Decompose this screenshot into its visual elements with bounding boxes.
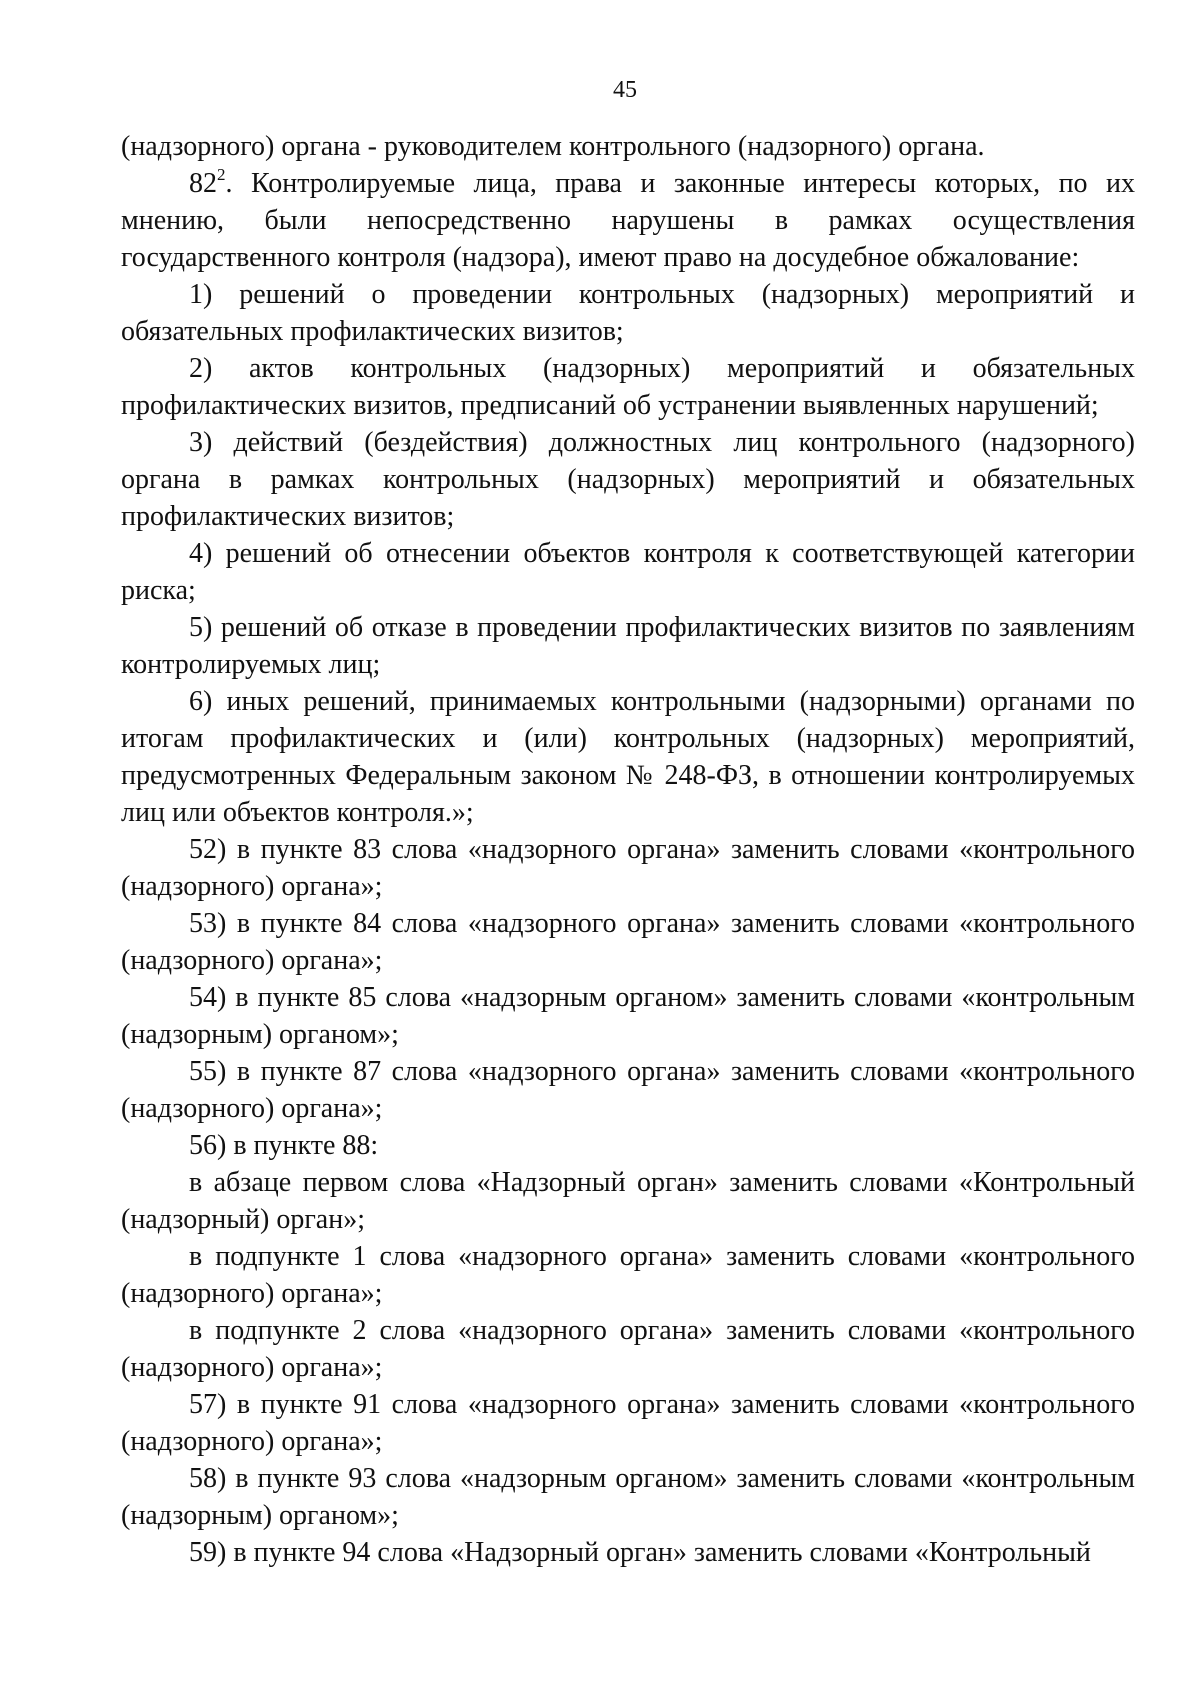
paragraph-item-59: 59) в пункте 94 слова «Надзорный орган» заменить словами «Контрольный bbox=[189, 1537, 1091, 1568]
paragraph-item-54: 54) в пункте 85 слова «надзорным органом» заменить словами «контрольным (надзорным) органом»; bbox=[121, 982, 1135, 1050]
paragraph-subitem-6: 6) иных решений, принимаемых контрольными (надзорными) органами по итогам профилактических и (или) контрольных (надзорных) мероприятий, предусмотренных Федеральным законом № 248-ФЗ, в отношении контролируемых лиц или объектов контроля.»; bbox=[121, 686, 1135, 828]
page-number: 45 bbox=[613, 77, 637, 103]
paragraph-subitem-4: 4) решений об отнесении объектов контроля к соответствующей категории риска; bbox=[121, 538, 1135, 606]
paragraph-item-57: 57) в пункте 91 слова «надзорного органа» заменить словами «контрольного (надзорного) органа»; bbox=[121, 1389, 1135, 1457]
paragraph-item-58: 58) в пункте 93 слова «надзорным органом» заменить словами «контрольным (надзорным) органом»; bbox=[121, 1463, 1135, 1531]
paragraph-item-53: 53) в пункте 84 слова «надзорного органа» заменить словами «контрольного (надзорного) органа»; bbox=[121, 908, 1135, 976]
paragraph-item-56-first-abzac: в абзаце первом слова «Надзорный орган» заменить словами «Контрольный (надзорный) орган»; bbox=[121, 1167, 1135, 1235]
item-text: . Контролируемые лица, права и законные интересы которых, по их мнению, были непосредственно нарушены в рамках осуществления государственного контроля (надзора), имеют право на досудебное обжалование: bbox=[121, 168, 1135, 273]
paragraph-continuation: (надзорного) органа - руководителем контрольного (надзорного) органа. bbox=[121, 131, 985, 162]
paragraph-item-55: 55) в пункте 87 слова «надзорного органа» заменить словами «контрольного (надзорного) органа»; bbox=[121, 1056, 1135, 1124]
item-number: 82 bbox=[189, 168, 217, 199]
paragraph-item-56-subitem-1: в подпункте 1 слова «надзорного органа» заменить словами «контрольного (надзорного) органа»; bbox=[121, 1241, 1135, 1309]
item-superscript: 2 bbox=[217, 164, 226, 184]
paragraph-item-56: 56) в пункте 88: bbox=[189, 1130, 379, 1161]
paragraph-subitem-1: 1) решений о проведении контрольных (надзорных) мероприятий и обязательных профилактических визитов; bbox=[121, 279, 1135, 347]
paragraph-subitem-5: 5) решений об отказе в проведении профилактических визитов по заявлениям контролируемых лиц; bbox=[121, 612, 1135, 680]
paragraph-item-82-2 bbox=[121, 165, 1135, 276]
paragraph-item-52: 52) в пункте 83 слова «надзорного органа» заменить словами «контрольного (надзорного) органа»; bbox=[121, 834, 1135, 902]
paragraph-subitem-2: 2) актов контрольных (надзорных) мероприятий и обязательных профилактических визитов, предписаний об устранении выявленных нарушений; bbox=[121, 353, 1135, 421]
document-body bbox=[121, 128, 1135, 1571]
paragraph-subitem-3: 3) действий (бездействия) должностных лиц контрольного (надзорного) органа в рамках контрольных (надзорных) мероприятий и обязательных профилактических визитов; bbox=[121, 427, 1135, 532]
paragraph-item-56-subitem-2: в подпункте 2 слова «надзорного органа» заменить словами «контрольного (надзорного) органа»; bbox=[121, 1315, 1135, 1383]
